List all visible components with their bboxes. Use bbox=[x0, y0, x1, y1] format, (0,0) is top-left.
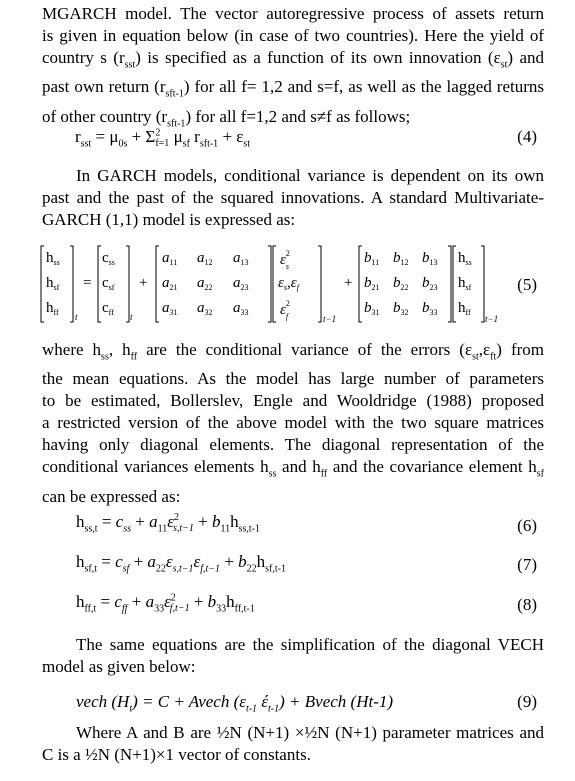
text-line: can be expressed as: bbox=[42, 486, 181, 506]
svg-text:b22: $b_{22}$ bbox=[393, 275, 409, 292]
paragraph-garch-intro bbox=[42, 165, 544, 231]
svg-text:css: $c_{ss}$ bbox=[102, 250, 115, 267]
paragraph-mgarch-intro bbox=[42, 3, 544, 135]
text-line: Where A and B are ½N (N+1) ×½N (N+1) parameter matrices and bbox=[76, 723, 544, 742]
text-line: to be estimated, Bollerslev, Engle and Wooldridge (1988) proposed bbox=[42, 391, 544, 411]
equation-number: (6) bbox=[517, 516, 537, 535]
svg-text:+: + bbox=[139, 275, 148, 291]
text-line: GARCH (1,1) model is expressed as: bbox=[42, 210, 296, 229]
svg-text:a23: $a_{23}$ bbox=[233, 275, 249, 292]
equation-number: (5) bbox=[517, 275, 537, 294]
equation-7: $h_{sf,t} = c_{sf} + a_{22}\varepsilon_{s,t-1}\varepsilon_{f,t-1} + b_{22}h_{sf,t-1}$ bbox=[76, 552, 286, 575]
svg-text:hff: $h_{ff}$ bbox=[46, 300, 59, 317]
equation-5 bbox=[40, 244, 500, 329]
svg-text:t−1: t−1 bbox=[323, 314, 337, 324]
svg-text:b33: $b_{33}$ bbox=[422, 300, 438, 317]
text-line: the mean equations. As the model has large number of parameters bbox=[42, 369, 544, 389]
equation-number: (4) bbox=[517, 127, 537, 146]
text-line: is given in equation below (in case of two countries). Here the yield of bbox=[42, 26, 544, 45]
paragraph-diagonal-representation bbox=[42, 339, 544, 508]
svg-text:a32: $a_{32}$ bbox=[197, 300, 213, 317]
text-line: country s $(r_{sst})$ is specified as a function of its own innovation $(\varepsilon_{st})$ and bbox=[42, 48, 545, 71]
equation-4: $r_{sst} = \mu_{0s} + \Sigma^2_{f=1}$ $\mu_{sf}$ $r_{sft-1} + \varepsilon_{st}$ bbox=[75, 127, 251, 150]
equation-8: $h_{ff,t} = c_{ff} + a_{33}\varepsilon^2_{f,t-1} + b_{33}h_{ff,t-1}$ bbox=[76, 592, 255, 615]
text-line: where $h_{ss}$, $h_{ff}$ are the conditional variance of the errors $(\varepsilon_{st},\varepsilon_{ft})$ from bbox=[42, 340, 544, 363]
equation-number: (7) bbox=[517, 555, 537, 574]
svg-text:b13: $b_{13}$ bbox=[422, 250, 438, 267]
equation-9: vech $(H_t) = C$ + Avech ($\varepsilon_{t-1}$ $έ_{t-1}$) + Bvech (Ht-1) bbox=[76, 692, 394, 715]
svg-text:b12: $b_{12}$ bbox=[393, 250, 409, 267]
text-line: In GARCH models, conditional variance is dependent on its own bbox=[76, 166, 544, 185]
svg-text:hsf: $h_{sf}$ bbox=[458, 275, 472, 292]
svg-text:a11: $a_{11}$ bbox=[162, 250, 178, 267]
text-line: The same equations are the simplification of the diagonal VECH bbox=[76, 635, 544, 654]
text-line: MGARCH model. The vector autoregressive process of assets return bbox=[42, 4, 544, 23]
svg-text:a21: $a_{21}$ bbox=[162, 275, 178, 292]
svg-text:a33: $a_{33}$ bbox=[233, 300, 249, 317]
svg-text:hss: $h_{ss}$ bbox=[46, 250, 60, 267]
svg-text:b11: $b_{11}$ bbox=[364, 250, 380, 267]
text-line: past and the past of the squared innovations. A standard Multivariate- bbox=[42, 188, 544, 207]
paragraph-vech-intro bbox=[42, 634, 544, 678]
equation-6: $h_{ss,t} = c_{ss} + a_{11}\varepsilon^2_{s,t-1} + b_{11}h_{ss,t-1}$ bbox=[76, 512, 260, 535]
svg-text:b32: $b_{32}$ bbox=[393, 300, 409, 317]
svg-text:ε2s: $\varepsilon^2$ s bbox=[280, 249, 290, 271]
svg-text:hff: $h_{ff}$ bbox=[458, 300, 471, 317]
text-line: C is a ½N (N+1)×1 vector of constants. bbox=[42, 745, 311, 764]
svg-text:hsf: $h_{sf}$ bbox=[46, 275, 60, 292]
svg-text:csf: $c_{sf}$ bbox=[102, 275, 115, 292]
svg-text:a13: $a_{13}$ bbox=[233, 250, 249, 267]
svg-text:t: t bbox=[75, 312, 78, 322]
svg-text:a12: $a_{12}$ bbox=[197, 250, 213, 267]
text-line: model as given below: bbox=[42, 657, 196, 676]
svg-text:ε2f: $\varepsilon^2$ f bbox=[280, 299, 290, 321]
text-line: past own return $(r_{sft-1})$ for all f= 1,2 and s=f, as well as the lagged returns bbox=[42, 77, 545, 100]
paragraph-parameter-matrices bbox=[42, 722, 544, 766]
svg-text:hss: $h_{ss}$ bbox=[458, 250, 472, 267]
text-line: of other country $(r_{sft-1})$ for all f=1,2 and s≠f as follows; bbox=[42, 106, 411, 130]
equation-number: (9) bbox=[517, 692, 537, 711]
svg-text:=: = bbox=[83, 275, 92, 291]
text-line: conditional variances elements $h_{ss}$ and $h_{ff}$ and the covariance element $h_{sf}$ bbox=[42, 457, 545, 480]
svg-text:t−1: t−1 bbox=[485, 314, 499, 324]
svg-text:a22: $a_{22}$ bbox=[197, 275, 213, 292]
svg-text:t: t bbox=[130, 312, 133, 322]
text-line: a restricted version of the above model with the two square matrices bbox=[42, 413, 544, 433]
svg-text:b31: $b_{31}$ bbox=[364, 300, 380, 317]
svg-text:b21: $b_{21}$ bbox=[364, 275, 380, 292]
svg-text:+: + bbox=[344, 275, 353, 291]
svg-text:cff: $c_{ff}$ bbox=[102, 300, 114, 317]
svg-text:a31: $a_{31}$ bbox=[162, 300, 178, 317]
svg-text:b23: $b_{23}$ bbox=[422, 275, 438, 292]
equation-number: (8) bbox=[517, 595, 537, 614]
svg-text:εs,εf: $\varepsilon_s,\varepsilon_f$ bbox=[278, 275, 299, 292]
text-line: having only diagonal elements. The diagonal representation of the bbox=[42, 435, 544, 455]
